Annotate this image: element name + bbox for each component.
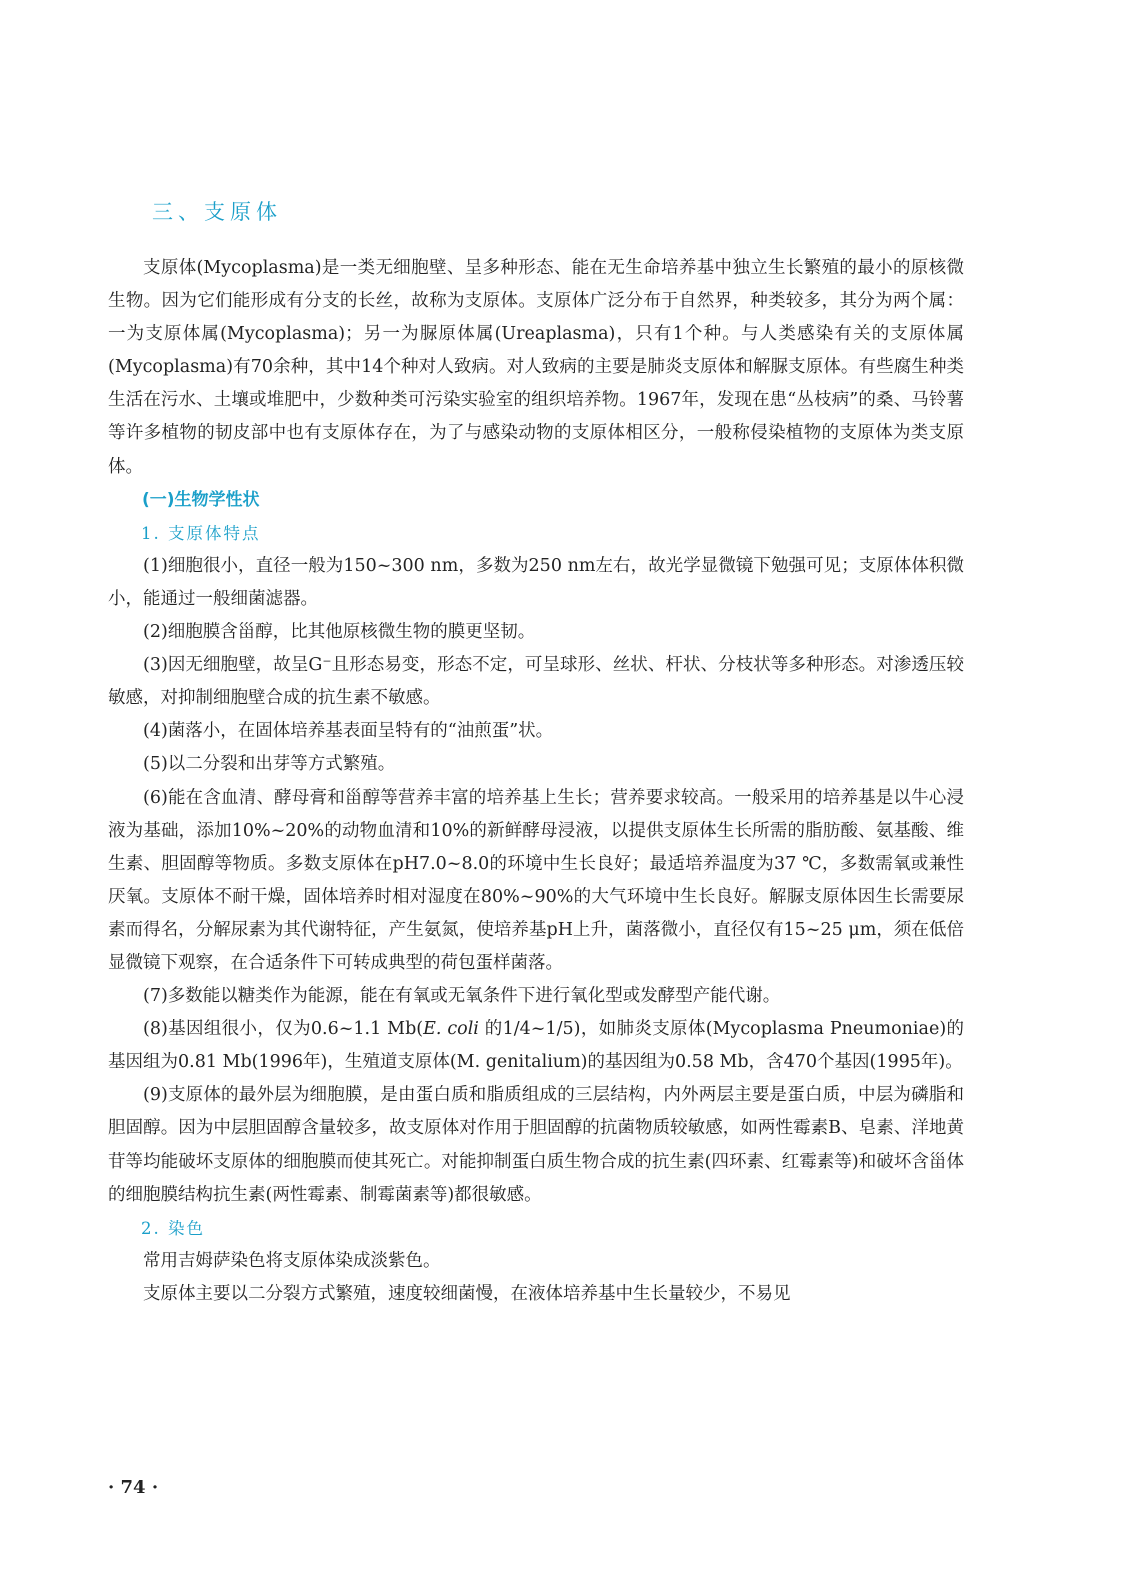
feature-item-8 (108, 1013, 964, 1079)
subsection-heading-biological-traits: (一)生物学性状 (142, 489, 260, 510)
staining-paragraph-2: 支原体主要以二分裂方式繁殖，速度较细菌慢，在液体培养基中生长量较少，不易见 (143, 1283, 791, 1304)
section-title: 三、支原体 (152, 200, 282, 224)
e-coli-italic: E. coli (423, 1019, 479, 1040)
feature-item-6: (6)能在含血清、酵母膏和甾醇等营养丰富的培养基上生长；营养要求较高。一般采用的培养基是以牛心浸液为基础，添加10%~20%的动物血清和10%的新鲜酵母浸液，以提供支原体生长所需的脂肪酸、氨基酸、维生素、胆固醇等物质。多数支原体在pH7.0~8.0的环境中生长良好；最适培养温度为37 ℃，多数需氧或兼性厌氧。支原体不耐干燥，固体培养时相对湿度在80%~90%的大气环境中生长良好。解脲支原体因生长需要尿素而得名，分解尿素为其代谢特征，产生氨氮，使培养基pH上升，菌落微小，直径仅有15~25 μm，须在低倍显微镜下观察，在合适条件下可转成典型的荷包蛋样菌落。 (108, 787, 964, 973)
staining-paragraph-1: 常用吉姆萨染色将支原体染成淡紫色。 (143, 1250, 441, 1271)
feature-item-2: (2)细胞膜含甾醇，比其他原核微生物的膜更坚韧。 (143, 622, 536, 643)
feature-item-1: (1)细胞很小，直径一般为150~300 nm，多数为250 nm左右，故光学显微镜下勉强可见；支原体体积微小，能通过一般细菌滤器。 (108, 555, 964, 609)
intro-paragraph: 支原体(Mycoplasma)是一类无细胞壁、呈多种形态、能在无生命培养基中独立生长繁殖的最小的原核微生物。因为它们能形成有分支的长丝，故称为支原体。支原体广泛分布于自然界，种类较多，其分为两个属：一为支原体属(Mycoplasma)；另一为脲原体属(Ureaplasma)，只有1个种。与人类感染有关的支原体属(Mycoplasma)有70余种，其中14个种对人致病。对人致病的主要是肺炎支原体和解脲支原体。有些腐生种类生活在污水、土壤或堆肥中，少数种类可污染实验室的组织培养物。1967年，发现在患“丛枝病”的桑、马铃薯等许多植物的韧皮部中也有支原体存在，为了与感染动物的支原体相区分，一般称侵染植物的支原体为类支原体。 (108, 258, 964, 477)
feature-item-8-part-2: 的1/4~1/5)，如肺炎支原体(Mycoplasma Pneumoniae)的基因组为0.81 Mb(1996年)，生殖道支原体(M. genitalium)的基因组为0.58 Mb，含470个基因(1995年)。 (108, 1019, 964, 1073)
feature-item-9: (9)支原体的最外层为细胞膜，是由蛋白质和脂质组成的三层结构，内外两层主要是蛋白质，中层为磷脂和胆固醇。因为中层胆固醇含量较多，故支原体对作用于胆固醇的抗菌物质较敏感，如两性霉素B、皂素、洋地黄苷等均能破坏支原体的细胞膜而使其死亡。对能抑制蛋白质生物合成的抗生素(四环素、红霉素等)和破坏含甾体的细胞膜结构抗生素(两性霉素、制霉菌素等)都很敏感。 (108, 1085, 964, 1205)
subsection-heading-characteristics: 1. 支原体特点 (141, 523, 261, 543)
feature-item-4: (4)菌落小，在固体培养基表面呈特有的“油煎蛋”状。 (143, 721, 554, 742)
feature-item-8-part-1: (8)基因组很小，仅为0.6~1.1 Mb( (143, 1019, 424, 1040)
feature-item-5: (5)以二分裂和出芽等方式繁殖。 (143, 754, 396, 775)
body-text (108, 252, 964, 1311)
feature-item-7: (7)多数能以糖类作为能源，能在有氧或无氧条件下进行氧化型或发酵型产能代谢。 (143, 986, 781, 1007)
subsection-heading-staining: 2. 染色 (141, 1218, 205, 1238)
feature-item-3: (3)因无细胞壁，故呈G⁻且形态易变，形态不定，可呈球形、丝状、杆状、分枝状等多种形态。对渗透压较敏感，对抑制细胞壁合成的抗生素不敏感。 (108, 655, 964, 709)
page-number: · 74 · (108, 1477, 159, 1498)
